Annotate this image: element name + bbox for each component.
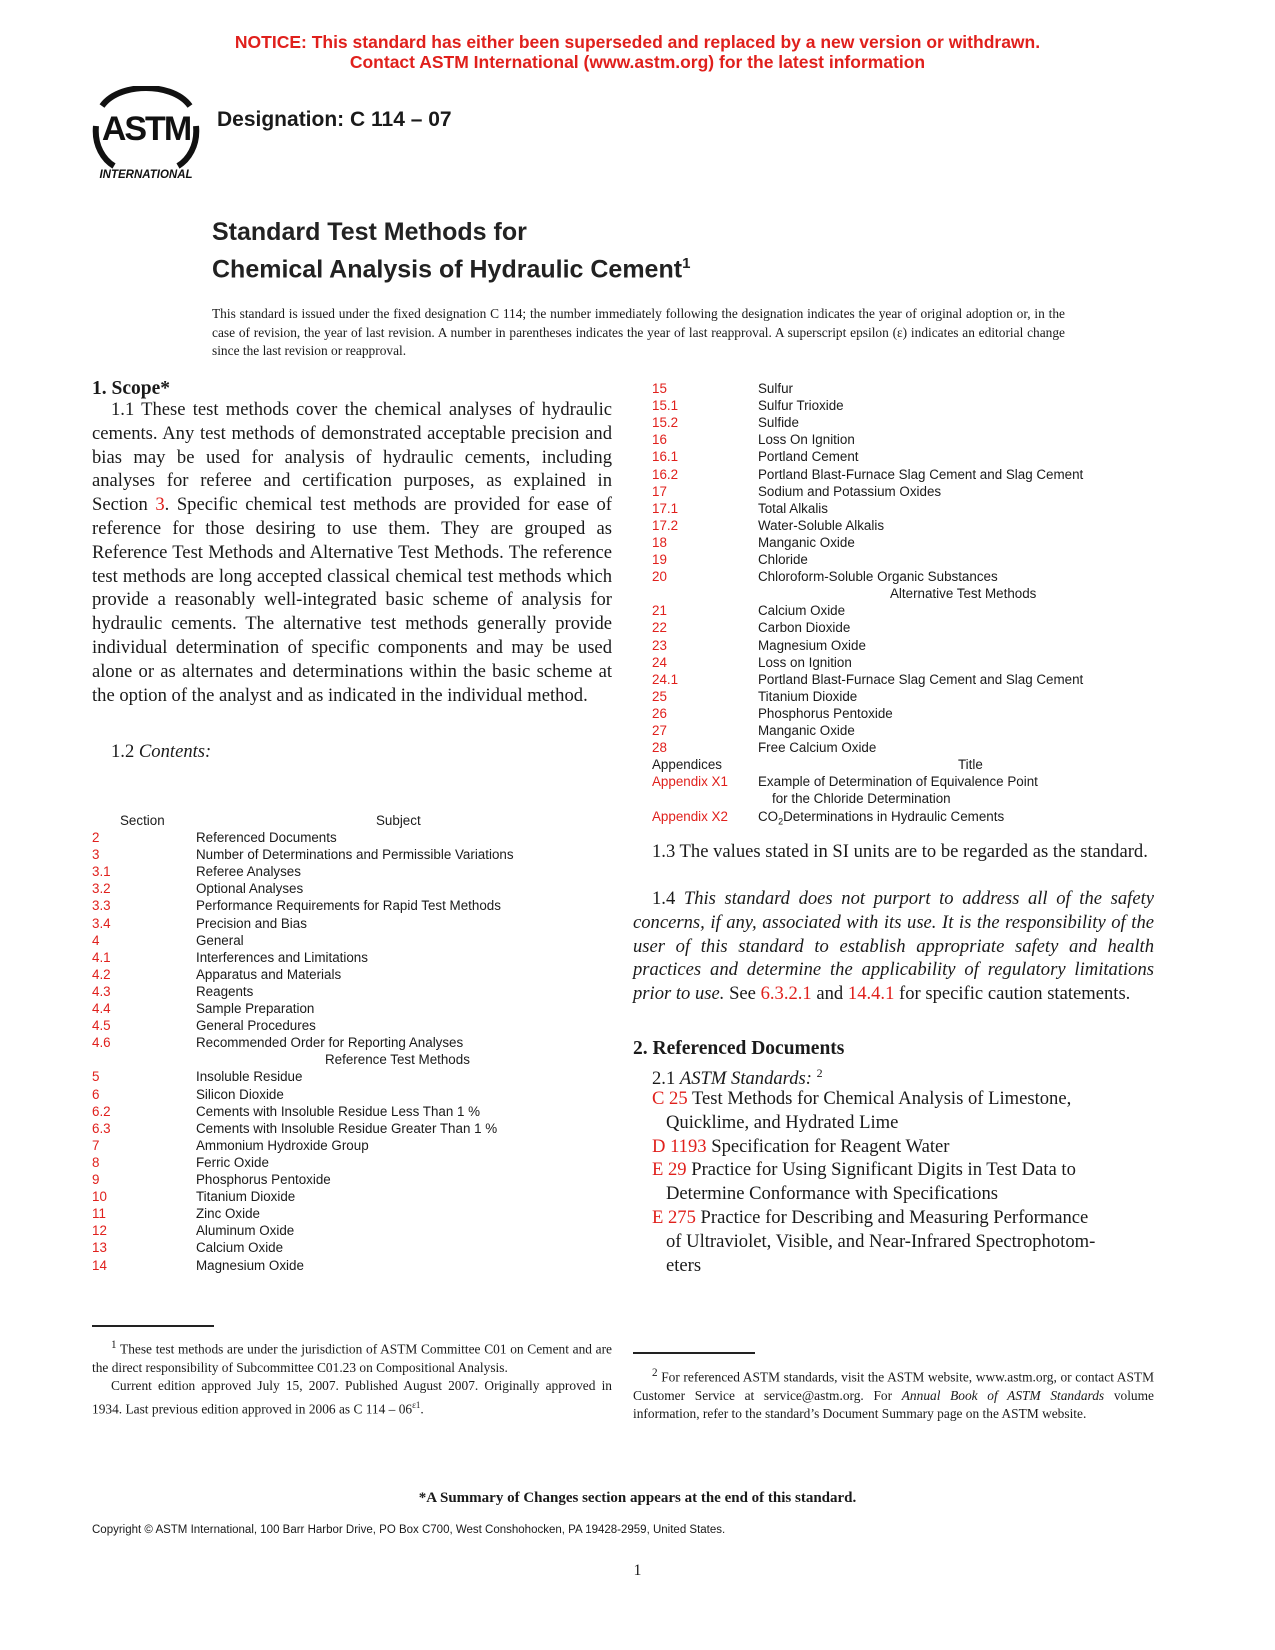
contents-subject: Sulfur Trioxide [758, 398, 844, 414]
appendix-x1-title-line-1: Example of Determination of Equivalence Point [758, 774, 1038, 790]
ref-d1193-text: Specification for Reagent Water [706, 1135, 950, 1157]
ref-e275-text: Practice for Describing and Measuring Performance [695, 1206, 1089, 1228]
ref-c25 [652, 1087, 1162, 1111]
scope-1-2-number: 1.2 [111, 741, 135, 762]
ref-d1193 [652, 1135, 1162, 1159]
ref-e275-cont: of Ultraviolet, Visible, and Near-Infrared Spectrophotom- [666, 1230, 1096, 1252]
contents-subject: Calcium Oxide [196, 1240, 284, 1256]
contents-subject: Magnesium Oxide [196, 1257, 304, 1273]
scope-1-2-label: Contents: [138, 741, 212, 762]
paragraph-2-1-sup: 2 [816, 1066, 823, 1080]
contents-section-link[interactable]: 6 [92, 1086, 100, 1102]
footnote-1 [92, 1336, 612, 1419]
section-6-3-2-1-link[interactable]: 6.3.2.1 [760, 983, 812, 1005]
contents-subject: Apparatus and Materials [196, 966, 342, 982]
section-14-4-1-link[interactable]: 14.4.1 [847, 983, 895, 1005]
contents-table-left [92, 812, 612, 1292]
footnote-2-text-b: volume information, refer to the standard’s Document Summary page on the ASTM website. [633, 1387, 1154, 1422]
contents-section-link[interactable]: 16.2 [652, 466, 679, 482]
appendix-x1-title-line-2: for the Chloride Determination [772, 791, 951, 807]
paragraph-1-4-see: See [724, 983, 761, 1005]
contents-section-link[interactable]: 3 [92, 847, 100, 863]
contents-subject: Sulfide [758, 415, 799, 431]
contents-section-link[interactable]: 9 [92, 1172, 100, 1187]
contents-subject: Loss On Ignition [758, 432, 855, 448]
footnote-1-current-a: Current edition approved July 15, 2007. Published August 2007. Originally approved in 1934. Last previous edition approved in 2006 as C 114 – 06 [92, 1378, 612, 1417]
paragraph-2-1-label: ASTM Standards: [679, 1068, 812, 1090]
contents-section-link[interactable]: 4.4 [92, 1001, 111, 1016]
contents-section-link[interactable]: 21 [652, 603, 667, 619]
contents-subject: Phosphorus Pentoxide [758, 705, 893, 721]
astm-logo [92, 86, 200, 186]
footnote-rule-left [92, 1325, 214, 1327]
scope-1-1-rest: . Specific chemical test methods are provided for ease of reference for those desiring to use them. They are grouped as Reference Test Methods and Alternative Test Methods. The reference test methods are long accepted classical chemical test methods which provide a reasonably well-integrated basic scheme of analysis for hydraulic cements. The alternative test methods generally provide individual determination of specific components and may be used alone or as alternates and determinations within the basic scheme at the option of the analyst and as indicated in the individual method. [92, 494, 613, 706]
designation: Designation: C 114 – 07 [217, 108, 452, 131]
contents-subject: Chloroform-Soluble Organic Substances [758, 569, 998, 585]
title-line-2-text: Chemical Analysis of Hydraulic Cement [212, 255, 683, 284]
ref-e29 [652, 1158, 1162, 1182]
appendix-x2-title [758, 808, 1004, 831]
footnote-1-text: These test methods are under the jurisdiction of ASTM Committee C01 on Cement and are the direct responsibility of Subcommittee C01.23 on Compositional Analysis. [92, 1341, 612, 1375]
contents-subject: Water-Soluble Alkalis [758, 517, 885, 533]
scope-paragraph-1-1 [92, 398, 612, 707]
contents-section-link[interactable]: 10 [92, 1189, 107, 1205]
title-line-2 [212, 248, 690, 285]
contents-section-link[interactable]: 4.3 [92, 983, 111, 999]
contents-section-link[interactable]: 24 [652, 654, 667, 670]
footnote-rule-right [633, 1352, 755, 1354]
paragraph-1-4-end: for specific caution statements. [894, 983, 1131, 1005]
footnote-2-text-a: For referenced ASTM standards, visit the ASTM website, www.astm.org, or contact ASTM Customer Service at service@astm.org. For [633, 1369, 1154, 1403]
paragraph-1-4 [633, 887, 1154, 1006]
contents-subject: Free Calcium Oxide [758, 740, 877, 756]
reference-test-methods-heading: Reference Test Methods [325, 1052, 470, 1068]
contents-section-link[interactable]: 8 [92, 1154, 100, 1170]
paragraph-1-4-italic: This standard does not purport to address all of the safety concerns, if any, associated with its use. It is the responsibility of the user of this standard to establish appropriate safety and health practices and determine the applicability of regulatory limitations prior to use. [633, 888, 1155, 1005]
contents-section-link[interactable]: 3.4 [92, 915, 111, 931]
contents-subject: Cements with Insoluble Residue Greater Than 1 % [196, 1120, 498, 1136]
contents-section-link[interactable]: 11 [92, 1206, 106, 1222]
contents-subject: Titanium Dioxide [758, 688, 858, 704]
contents-subject: Portland Blast-Furnace Slag Cement and Slag Cement [758, 466, 1084, 482]
contents-subject: Precision and Bias [196, 915, 307, 931]
contents-section-link[interactable]: 4.5 [92, 1018, 111, 1034]
contents-section-link[interactable]: 14 [92, 1257, 107, 1273]
contents-subject: Zinc Oxide [196, 1206, 260, 1222]
contents-subject: Recommended Order for Reporting Analyses [196, 1035, 464, 1051]
contents-section-link[interactable]: 16 [652, 432, 667, 448]
appendices-label: Appendices [652, 757, 722, 773]
contents-subject: Sodium and Potassium Oxides [758, 483, 942, 499]
astm-logo-icon [92, 86, 200, 186]
contents-subject: Carbon Dioxide [758, 620, 851, 636]
notice-line-2: Contact ASTM International (www.astm.org) for the latest information [349, 52, 926, 72]
contents-section-link[interactable]: 19 [652, 552, 667, 567]
contents-subject: Referenced Documents [196, 830, 337, 845]
contents-subject: Manganic Oxide [758, 723, 855, 738]
contents-section-link[interactable]: 7 [92, 1137, 100, 1153]
contents-section-link[interactable]: 16.1 [652, 449, 679, 465]
ref-c25-text: Test Methods for Chemical Analysis of Limestone, [687, 1088, 1072, 1109]
contents-section-link[interactable]: 6.3 [92, 1120, 111, 1136]
ref-e29-text: Practice for Using Significant Digits in Test Data to [686, 1159, 1076, 1181]
contents-subject: Optional Analyses [196, 881, 304, 897]
contents-section-link[interactable]: 25 [652, 688, 667, 704]
paragraph-1-4-and: and [811, 983, 848, 1005]
contents-section-link[interactable]: 24.1 [652, 671, 679, 687]
contents-section-link[interactable]: 17.2 [652, 517, 679, 533]
paragraph-2-1-number: 2.1 [652, 1068, 680, 1090]
contents-subject: Loss on Ignition [758, 654, 852, 670]
contents-subject: Phosphorus Pentoxide [196, 1172, 331, 1187]
contents-subject: Aluminum Oxide [196, 1223, 295, 1239]
contents-subject: Cements with Insoluble Residue Less Than 1 % [196, 1103, 481, 1119]
ref-d1193-link[interactable]: D 1193 [652, 1135, 707, 1157]
contents-section-link[interactable]: 3.2 [92, 881, 111, 897]
contents-section-link[interactable]: 17.1 [652, 500, 679, 516]
notice-line-1: NOTICE: This standard has either been superseded and replaced by a new version or withdrawn. [234, 32, 1041, 52]
contents-section-link[interactable]: 23 [652, 637, 667, 653]
page-number: 1 [633, 1562, 642, 1579]
ref-e275 [652, 1206, 1162, 1230]
contents-section-link[interactable]: 17 [652, 483, 667, 499]
document-title [212, 216, 690, 285]
contents-section-link[interactable]: 15 [652, 381, 667, 396]
contents-section-link[interactable]: 26 [652, 705, 667, 721]
title-footnote-mark: 1 [682, 255, 691, 272]
contents-subject: Portland Cement [758, 449, 859, 465]
contents-section-link[interactable]: 2 [92, 830, 100, 845]
contents-section-link[interactable]: 28 [652, 740, 667, 756]
appendix-x2-title-pre: CO [758, 808, 779, 824]
title-line-1: Standard Test Methods for [212, 218, 527, 246]
appendix-x1-link[interactable]: Appendix X1 [652, 774, 728, 790]
footnote-1-current-sup: ε1 [412, 1399, 421, 1410]
contents-section-link[interactable]: 15.1 [652, 398, 679, 414]
ref-e275-link[interactable]: E 275 [652, 1206, 696, 1228]
paragraph-1-4-number: 1.4 [652, 888, 684, 909]
contents-subject: Referee Analyses [196, 864, 301, 880]
appendix-x2-link[interactable]: Appendix X2 [652, 808, 728, 824]
contents-subject: Sulfur [758, 381, 793, 396]
contents-section-link[interactable]: 3.3 [92, 898, 111, 914]
contents-section-link[interactable]: 27 [652, 723, 667, 738]
contents-subject: Titanium Dioxide [196, 1189, 296, 1205]
contents-subject: General [196, 932, 244, 948]
contents-header-section: Section [120, 813, 165, 828]
contents-header-subject: Subject [376, 813, 421, 828]
summary-of-changes-note: *A Summary of Changes section appears at the end of this standard. [418, 1490, 857, 1506]
contents-subject: Sample Preparation [196, 1001, 315, 1016]
footnote-2-mark: 2 [652, 1367, 658, 1379]
alternative-test-methods-heading: Alternative Test Methods [890, 586, 1037, 602]
footnote-2-italic: Annual Book of ASTM Standards [901, 1387, 1105, 1403]
contents-subject: General Procedures [196, 1018, 316, 1034]
contents-subject: Number of Determinations and Permissible Variations [196, 847, 514, 863]
contents-section-link[interactable]: 20 [652, 569, 667, 585]
contents-section-link[interactable]: 15.2 [652, 415, 679, 431]
contents-section-link[interactable]: 3.1 [92, 864, 111, 880]
contents-subject: Ammonium Hydroxide Group [196, 1137, 369, 1153]
contents-section-link[interactable]: 4.1 [92, 949, 111, 965]
contents-section-link[interactable]: 4.2 [92, 966, 111, 982]
ref-e275-cont2: eters [666, 1254, 702, 1276]
logo-label: INTERNATIONAL [99, 169, 193, 181]
contents-section-link[interactable]: 22 [652, 620, 667, 636]
section-3-link[interactable]: 3 [155, 494, 165, 516]
contents-subject: Magnesium Oxide [758, 637, 866, 653]
contents-section-link[interactable]: 5 [92, 1069, 100, 1085]
contents-subject: Silicon Dioxide [196, 1086, 284, 1102]
appendices-title-header: Title [958, 757, 983, 773]
contents-subject: Ferric Oxide [196, 1154, 269, 1170]
issue-note: This standard is issued under the fixed designation C 114; the number immediately following the designation indicates the year of original adoption or, in the case of revision, the year of last revision. A number in parentheses indicates the year of last reapproval. A superscript epsilon (ε) indicates an editorial change since the last revision or reapproval. [212, 306, 1065, 358]
contents-subject: Calcium Oxide [758, 603, 846, 619]
contents-section-link[interactable]: 18 [652, 534, 667, 550]
contents-subject: Total Alkalis [758, 500, 828, 516]
scope-paragraph-1-2 [111, 740, 211, 764]
footnote-1-mark: 1 [111, 1339, 117, 1351]
ref-e29-link[interactable]: E 29 [652, 1159, 687, 1181]
appendix-x2-title-sub: 2 [778, 816, 784, 827]
footnote-1-current-b: . [420, 1401, 424, 1417]
ref-e29-cont: Determine Conformance with Specifications [666, 1183, 999, 1205]
contents-section-link[interactable]: 12 [92, 1223, 107, 1239]
ref-c25-cont: Quicklime, and Hydrated Lime [666, 1111, 899, 1133]
appendix-x2-title-post: Determinations in Hydraulic Cements [783, 808, 1005, 824]
copyright-line: Copyright © ASTM International, 100 Barr Harbor Drive, PO Box C700, West Conshohocken, PA 19428-2959, United States. [92, 1524, 726, 1536]
ref-c25-link[interactable]: C 25 [652, 1088, 688, 1109]
referenced-standards-list [652, 1087, 1162, 1277]
withdrawn-notice [0, 32, 1275, 72]
paragraph-1-3: 1.3 The values stated in SI units are to be regarded as the standard. [652, 841, 1148, 862]
contents-subject: Reagents [196, 983, 254, 999]
scope-1-1-lead: 1.1 These test methods cover the chemical analyses of hydraulic cements. Any test methods of demonstrated acceptable precision and bias may be used for analysis of hydraulic cements, including analyses for referee and certification purposes, as explained in Section [92, 399, 612, 516]
contents-subject: Portland Blast-Furnace Slag Cement and Slag Cement [758, 671, 1084, 687]
contents-subject: Performance Requirements for Rapid Test Methods [196, 898, 501, 914]
referenced-documents-heading: 2. Referenced Documents [633, 1038, 845, 1059]
footnote-2 [633, 1364, 1154, 1424]
contents-table-right [652, 381, 1172, 850]
logo-letters: ASTM [101, 110, 191, 148]
contents-subject: Chloride [758, 552, 808, 567]
contents-subject: Interferences and Limitations [196, 949, 368, 965]
contents-section-link[interactable]: 4 [92, 932, 100, 948]
scope-heading: 1. Scope* [92, 378, 170, 399]
footnote-1-current-edition [92, 1377, 612, 1418]
contents-section-link[interactable]: 13 [92, 1240, 107, 1256]
footnote-1-jurisdiction [92, 1336, 612, 1377]
contents-section-link[interactable]: 4.6 [92, 1035, 111, 1051]
contents-subject: Insoluble Residue [196, 1069, 303, 1085]
contents-subject: Manganic Oxide [758, 534, 855, 550]
contents-section-link[interactable]: 6.2 [92, 1103, 111, 1119]
